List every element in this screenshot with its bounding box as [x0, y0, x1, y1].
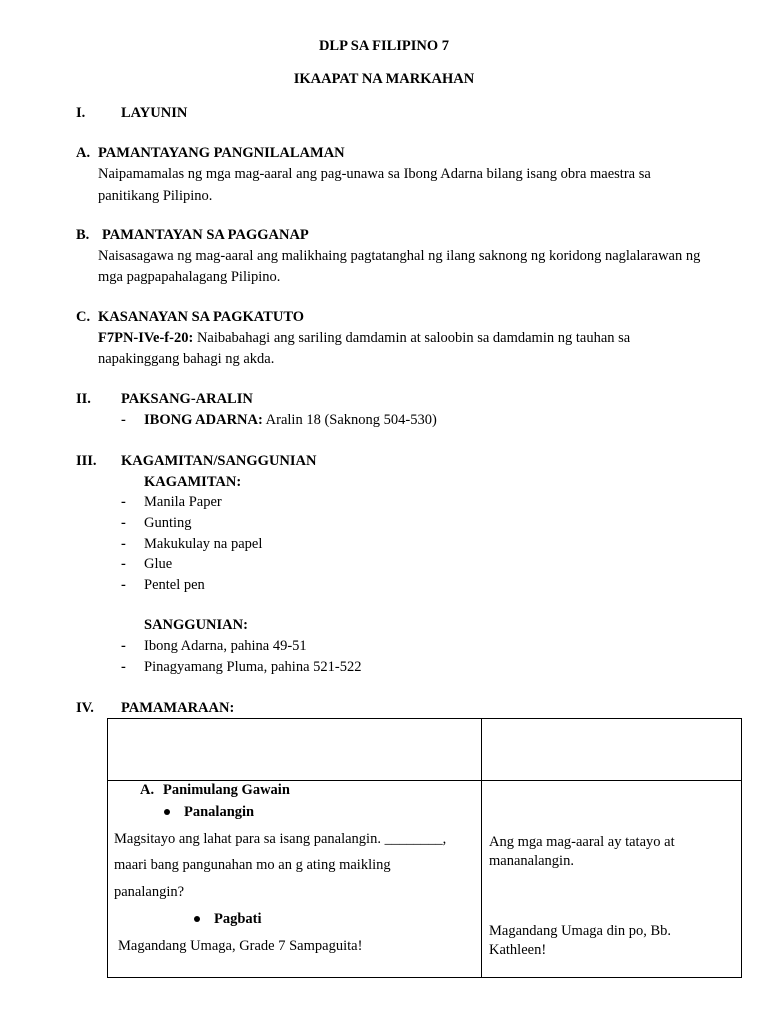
- subsection-b-heading: PAMANTAYAN SA PAGGANAP: [102, 227, 309, 243]
- topic-detail: Aralin 18 (Saknong 504-530): [265, 412, 437, 428]
- list-dash: -: [121, 577, 126, 593]
- prayer-instruction-line3: panalangin?: [114, 884, 185, 900]
- subsection-a-text-line2: panitikang Pilipino.: [98, 188, 213, 204]
- topic-line: [144, 412, 437, 429]
- subsection-c-label: C.: [76, 309, 91, 325]
- document-subtitle: IKAAPAT NA MARKAHAN: [293, 71, 475, 87]
- table-header-cell-teacher: [108, 719, 482, 781]
- teacher-activity-cell: [108, 781, 482, 978]
- subsection-c-heading: KASANAYAN SA PAGKATUTO: [98, 309, 305, 325]
- list-dash: -: [121, 494, 126, 510]
- list-dash: -: [121, 515, 126, 531]
- student-response-2-line2: Kathleen!: [489, 942, 547, 958]
- section-2-heading: PAKSANG-ARALIN: [121, 391, 253, 407]
- subsection-b-label: B.: [76, 227, 90, 243]
- section-4-heading: PAMAMARAAN:: [121, 700, 235, 716]
- subsection-a-heading: PAMANTAYANG PANGNILALAMAN: [98, 145, 345, 161]
- material-item: Makukulay na papel: [144, 536, 263, 552]
- materials-heading: KAGAMITAN:: [144, 474, 242, 490]
- list-dash: -: [121, 536, 126, 552]
- competency-code: F7PN-IVe-f-20:: [98, 330, 194, 346]
- list-dash: -: [121, 638, 126, 654]
- prayer-instruction-line2: maari bang pangunahan mo an g ating maikling: [114, 857, 391, 873]
- list-dash: -: [121, 659, 126, 675]
- subsection-b-text-line1: Naisasagawa ng mag-aaral ang malikhaing pagtatanghal ng ilang saknong ng koridong naglalarawan ng: [98, 248, 701, 264]
- table-header-row: [108, 719, 742, 781]
- section-2-numeral: II.: [76, 391, 91, 407]
- activity-a-label: A.: [140, 782, 155, 798]
- list-dash: -: [121, 556, 126, 572]
- section-3-numeral: III.: [76, 453, 97, 469]
- section-3-heading: KAGAMITAN/SANGGUNIAN: [121, 453, 317, 469]
- subsection-c-text-line2: napakinggang bahagi ng akda.: [98, 351, 275, 367]
- reference-item: Ibong Adarna, pahina 49-51: [144, 638, 307, 654]
- section-1-heading: LAYUNIN: [121, 105, 188, 121]
- bullet-pagbati: [194, 911, 262, 928]
- procedure-table: [107, 718, 742, 978]
- list-dash: -: [121, 412, 126, 428]
- subsection-a-label: A.: [76, 145, 91, 161]
- reference-item: Pinagyamang Pluma, pahina 521-522: [144, 659, 362, 675]
- material-item: Glue: [144, 556, 173, 572]
- student-response-1-line2: mananalangin.: [489, 853, 574, 869]
- table-header-cell-student: [482, 719, 742, 781]
- competency-text: Naibabahagi ang sariling damdamin at saloobin sa damdamin ng tauhan sa: [196, 330, 631, 346]
- table-row: [108, 781, 742, 978]
- subsection-a-text-line1: Naipamamalas ng mga mag-aaral ang pag-unawa sa Ibong Adarna bilang isang obra maestra sa: [98, 166, 651, 182]
- section-1-numeral: I.: [76, 105, 86, 121]
- activity-a-heading: Panimulang Gawain: [163, 782, 290, 798]
- bullet-icon: [194, 916, 200, 922]
- document-title: DLP SA FILIPINO 7: [318, 38, 450, 54]
- student-activity-cell: [482, 781, 742, 978]
- material-item: Manila Paper: [144, 494, 222, 510]
- bullet-panalangin: [164, 804, 254, 821]
- subsection-c-text-line1: [98, 330, 630, 347]
- bullet-panalangin-label: Panalangin: [184, 804, 255, 820]
- subsection-b-text-line2: mga pagpapahalagang Pilipino.: [98, 269, 281, 285]
- teacher-greeting: Magandang Umaga, Grade 7 Sampaguita!: [118, 938, 363, 954]
- topic-title: IBONG ADARNA:: [144, 412, 263, 428]
- material-item: Gunting: [144, 515, 192, 531]
- references-heading: SANGGUNIAN:: [144, 617, 248, 633]
- prayer-instruction-line1: Magsitayo ang lahat para sa isang panalangin. ________,: [114, 831, 447, 847]
- bullet-pagbati-label: Pagbati: [214, 911, 262, 927]
- student-response-1-line1: Ang mga mag-aaral ay tatayo at: [489, 834, 675, 850]
- student-response-2-line1: Magandang Umaga din po, Bb.: [489, 923, 672, 939]
- material-item: Pentel pen: [144, 577, 205, 593]
- section-4-numeral: IV.: [76, 700, 94, 716]
- bullet-icon: [164, 809, 170, 815]
